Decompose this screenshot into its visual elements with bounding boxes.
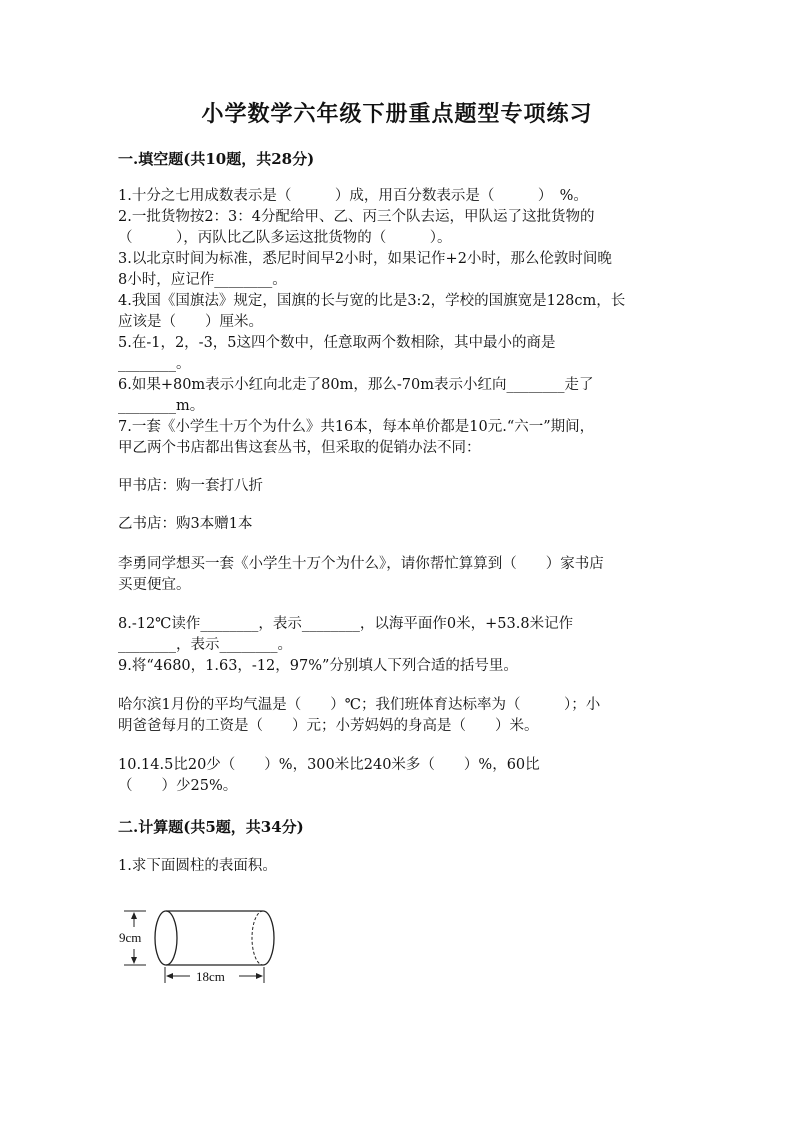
question-line: 8.-12℃读作________，表示________，以海平面作0米，+53.8米记作: [118, 616, 574, 632]
question-line: 甲书店：购一套打八折: [118, 478, 263, 494]
question-line: 8小时，应记作________。: [118, 272, 287, 288]
question-line: ________。: [118, 356, 191, 372]
question-line: 4.我国《国旗法》规定，国旗的长与宽的比是3:2，学校的国旗宽是128cm，长: [118, 293, 626, 309]
question-line: 哈尔滨1月份的平均气温是（ ）℃；我们班体育达标率为（ ）；小: [118, 697, 601, 713]
question-line: 3.以北京时间为标准，悉尼时间早2小时，如果记作+2小时，那么伦敦时间晚: [118, 251, 612, 267]
question-line: 1.求下面圆柱的表面积。: [118, 858, 277, 874]
question-line: （ ），丙队比乙队多运这批货物的（ ）。: [118, 230, 452, 246]
section-1-heading: 一.填空题(共10题，共28分): [118, 150, 315, 168]
question-line: 应该是（ ）厘米。: [118, 314, 263, 330]
page-title: 小学数学六年级下册重点题型专项练习: [201, 101, 593, 127]
question-line: ________，表示________。: [118, 637, 292, 653]
cylinder-figure: [116, 895, 296, 990]
question-line: 李勇同学想买一套《小学生十万个为什么》，请你帮忙算算到（ ）家书店: [118, 556, 604, 572]
question-line: （ ）少25%。: [118, 778, 238, 794]
question-line: 乙书店：购3本赠1本: [118, 516, 253, 532]
question-line: ________m。: [118, 398, 205, 414]
question-line: 买更便宜。: [118, 577, 191, 593]
question-line: 1.十分之七用成数表示是（ ）成，用百分数表示是（ ） %。: [118, 188, 588, 204]
height-label: 9cm: [119, 930, 142, 945]
question-line: 10.14.5比20少（ ）%，300米比240米多（ ）%，60比: [118, 757, 540, 773]
question-line: 5.在-1，2，-3，5这四个数中，任意取两个数相除，其中最小的商是: [118, 335, 556, 351]
section-2-heading: 二.计算题(共5题，共34分): [118, 818, 304, 836]
question-line: 6.如果+80m表示小红向北走了80m，那么-70m表示小红向________走了: [118, 377, 594, 393]
question-line: 7.一套《小学生十万个为什么》共16本，每本单价都是10元.“六一”期间，: [118, 419, 595, 435]
question-line: 9.将“4680，1.63，-12，97%”分别填人下列合适的括号里。: [118, 658, 518, 674]
length-label: 18cm: [196, 969, 225, 984]
question-line: 2.一批货物按2：3：4分配给甲、乙、丙三个队去运，甲队运了这批货物的: [118, 209, 595, 225]
question-line: 甲乙两个书店都出售这套丛书，但采取的促销办法不同：: [118, 440, 481, 456]
question-line: 明爸爸每月的工资是（ ）元；小芳妈妈的身高是（ ）米。: [118, 718, 539, 734]
